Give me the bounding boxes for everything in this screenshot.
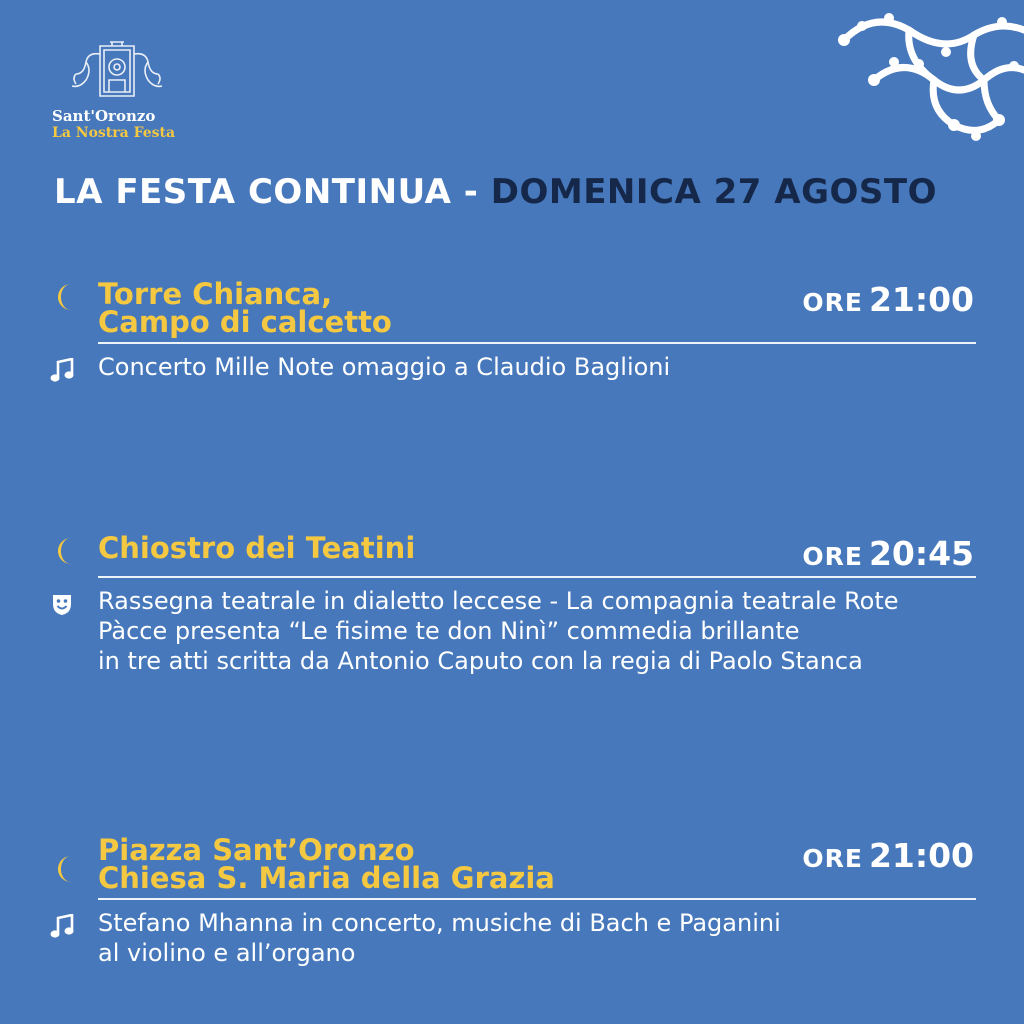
event-description-line: Concerto Mille Note omaggio a Claudio Baglioni bbox=[98, 353, 671, 381]
event-description-line: Rassegna teatrale in dialetto leccese - La compagnia teatrale Rote bbox=[98, 587, 899, 615]
event-time-label: ORE bbox=[802, 542, 863, 571]
event-time-label: ORE bbox=[802, 288, 863, 317]
music-note-icon bbox=[50, 358, 74, 384]
event-description-line: Stefano Mhanna in concerto, musiche di Bach e Paganini bbox=[98, 909, 781, 937]
logo-subtitle: La Nostra Festa bbox=[52, 125, 176, 141]
title-part-main: LA FESTA CONTINUA bbox=[54, 172, 452, 212]
event-description-line: Pàcce presenta “Le fisime te don Ninì” commedia brillante bbox=[98, 617, 800, 645]
event-item bbox=[50, 833, 976, 968]
event-body bbox=[50, 352, 976, 382]
title-part-date: DOMENICA 27 AGOSTO bbox=[490, 172, 938, 212]
event-body bbox=[50, 908, 976, 968]
event-description-line: in tre atti scritta da Antonio Caputo con la regia di Paolo Stanca bbox=[98, 647, 863, 675]
divider bbox=[98, 576, 976, 578]
event-description bbox=[98, 586, 976, 676]
event-item bbox=[50, 531, 976, 676]
cathedral-emblem-icon bbox=[70, 40, 164, 98]
event-time-value: 20:45 bbox=[868, 534, 974, 573]
event-location-line: Chiesa S. Maria della Grazia bbox=[98, 861, 555, 895]
event-location-line: Piazza Sant’Oronzo bbox=[98, 833, 415, 867]
event-time-label: ORE bbox=[802, 844, 863, 873]
crescent-moon-icon bbox=[50, 282, 76, 312]
event-header bbox=[50, 531, 976, 573]
event-location-line: Chiostro dei Teatini bbox=[98, 531, 416, 565]
event-time-value: 21:00 bbox=[868, 280, 974, 319]
event-location-line: Torre Chianca, bbox=[98, 277, 333, 311]
event-item bbox=[50, 277, 976, 382]
event-description-line: al violino e all’organo bbox=[98, 939, 356, 967]
festival-logo bbox=[52, 40, 184, 141]
divider bbox=[98, 898, 976, 900]
music-note-icon bbox=[50, 914, 74, 940]
divider bbox=[98, 342, 976, 344]
event-time-value: 21:00 bbox=[868, 836, 974, 875]
theatre-masks-icon bbox=[50, 592, 74, 616]
event-description bbox=[98, 352, 976, 382]
crescent-moon-icon bbox=[50, 536, 76, 566]
title-separator: - bbox=[451, 172, 491, 212]
event-location-line: Campo di calcetto bbox=[98, 305, 392, 339]
page-title bbox=[54, 170, 937, 214]
logo-title: Sant'Oronzo bbox=[52, 107, 156, 125]
event-header bbox=[50, 277, 976, 339]
event-time bbox=[802, 836, 974, 875]
lace-ornament-icon bbox=[834, 0, 1024, 150]
event-time bbox=[802, 534, 974, 573]
event-description bbox=[98, 908, 976, 968]
event-time bbox=[802, 280, 974, 319]
event-header bbox=[50, 833, 976, 895]
crescent-moon-icon bbox=[50, 854, 76, 884]
event-body bbox=[50, 586, 976, 676]
